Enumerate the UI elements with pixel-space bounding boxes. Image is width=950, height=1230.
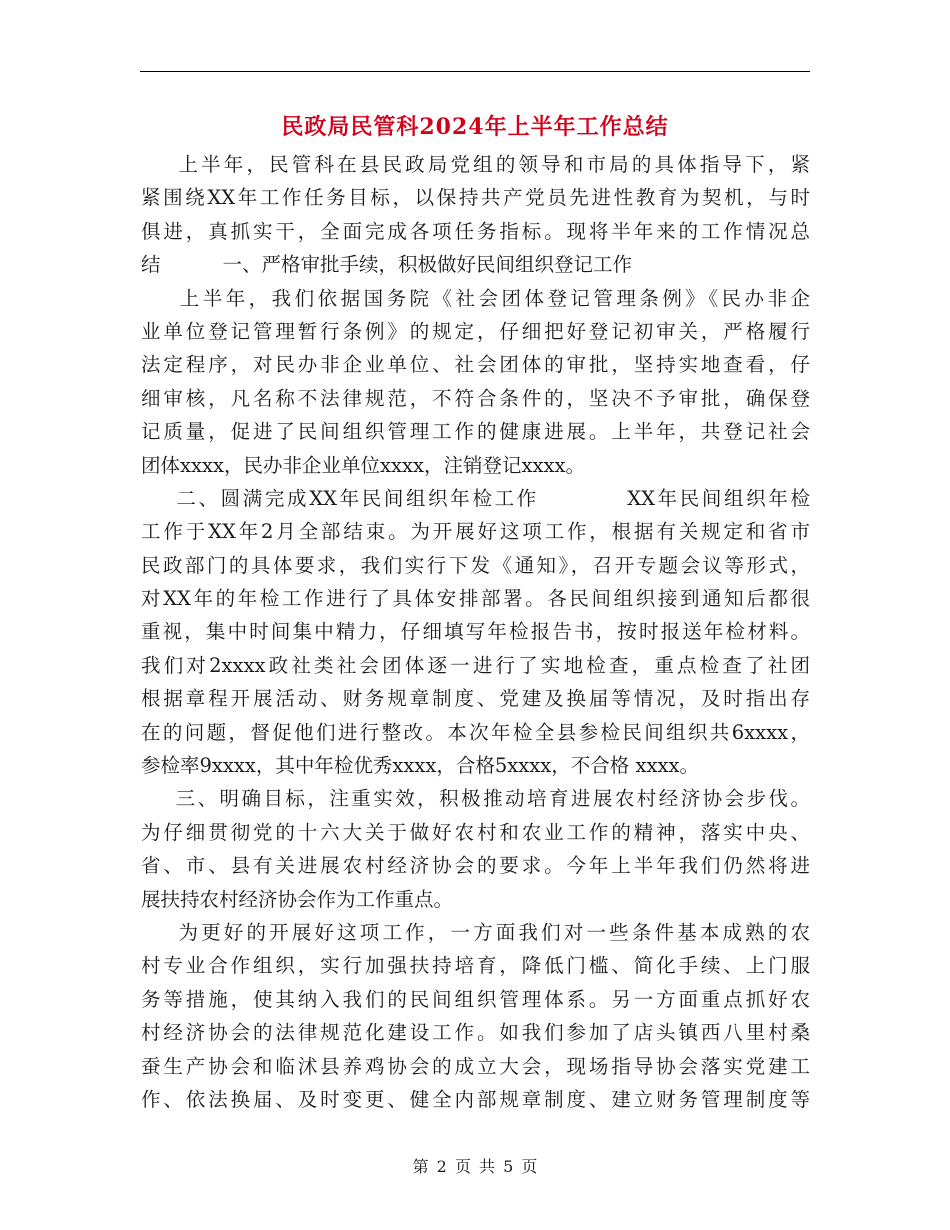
body-line: 法定程序，对民办非企业单位、社会团体的审批，坚持实地查看，仔 <box>141 353 810 377</box>
body-line: 村专业合作组织，实行加强扶持培育，降低门槛、简化手续、上门服 <box>141 954 810 978</box>
header-rule <box>140 71 810 72</box>
body-line: 根据章程开展活动、财务规章制度、党建及换届等情况，及时指出存 <box>141 687 810 711</box>
body-line: 记质量，促进了民间组织管理工作的健康进展。上半年，共登记社会 <box>141 420 810 444</box>
body-line: 为仔细贯彻党的十六大关于做好农村和农业工作的精神，落实中央、 <box>141 820 810 844</box>
body-line: 参检率9xxxx，其中年检优秀xxxx，合格5xxxx，不合格 xxxx。 <box>141 754 699 778</box>
body-line: 重视，集中时间集中精力，仔细填写年检报告书，按时报送年检材料。 <box>141 620 810 644</box>
body-line: 细审核，凡名称不法律规范，不符合条件的，坚决不予审批，确保登 <box>141 386 810 410</box>
body-line: 展扶持农村经济协会作为工作重点。 <box>141 887 454 911</box>
body-line: 紧围绕XX年工作任务目标，以保持共产党员先进性教育为契机，与时 <box>141 186 810 210</box>
body-line: 为更好的开展好这项工作，一方面我们对一些条件基本成熟的农 <box>141 920 810 944</box>
body-line: 省、市、县有关进展农村经济协会的要求。今年上半年我们仍然将进 <box>141 854 810 878</box>
body-line: 蚕生产协会和临沭县养鸡协会的成立大会，现场指导协会落实党建工 <box>141 1054 810 1078</box>
body-line: 村经济协会的法律规范化建设工作。如我们参加了店头镇西八里村桑 <box>141 1021 810 1045</box>
body-line: 结 一、严格审批手续，积极做好民间组织登记工作 <box>141 253 632 277</box>
body-line: 我们对2xxxx政社类社会团体逐一进行了实地检查，重点检查了社团 <box>141 653 810 677</box>
body-line: 团体xxxx，民办非企业单位xxxx，注销登记xxxx。 <box>141 453 585 477</box>
body-line: 三、明确目标，注重实效，积极推动培育进展农村经济协会步伐。 <box>141 787 810 811</box>
document-title: 民政局民管科2024年上半年工作总结 <box>281 114 669 140</box>
body-line: 上半年，我们依据国务院《社会团体登记管理条例》《民办非企 <box>141 286 810 310</box>
body-line: 俱进，真抓实干，全面完成各项任务指标。现将半年来的工作情况总 <box>141 219 810 243</box>
body-line: 作、依法换届、及时变更、健全内部规章制度、建立财务管理制度等 <box>141 1087 810 1111</box>
body-line: 民政部门的具体要求，我们实行下发《通知》，召开专题会议等形式， <box>141 553 810 577</box>
document-body <box>141 148 810 1116</box>
body-line: 上半年，民管科在县民政局党组的领导和市局的具体指导下，紧 <box>141 153 810 176</box>
body-line: 务等措施，使其纳入我们的民间组织管理体系。另一方面重点抓好农 <box>141 987 810 1011</box>
body-line: 二、圆满完成XX年民间组织年检工作 XX年民间组织年检 <box>141 486 810 510</box>
body-line: 工作于XX年2月全部结束。为开展好这项工作，根据有关规定和省市 <box>141 520 810 544</box>
page-number: 第 2 页 共 5 页 <box>412 1157 538 1176</box>
body-line: 在的问题，督促他们进行整改。本次年检全县参检民间组织共6xxxx， <box>141 720 810 744</box>
body-line: 对XX年的年检工作进行了具体安排部署。各民间组织接到通知后都很 <box>141 587 810 611</box>
body-line: 业单位登记管理暂行条例》的规定，仔细把好登记初审关，严格履行 <box>141 319 810 343</box>
